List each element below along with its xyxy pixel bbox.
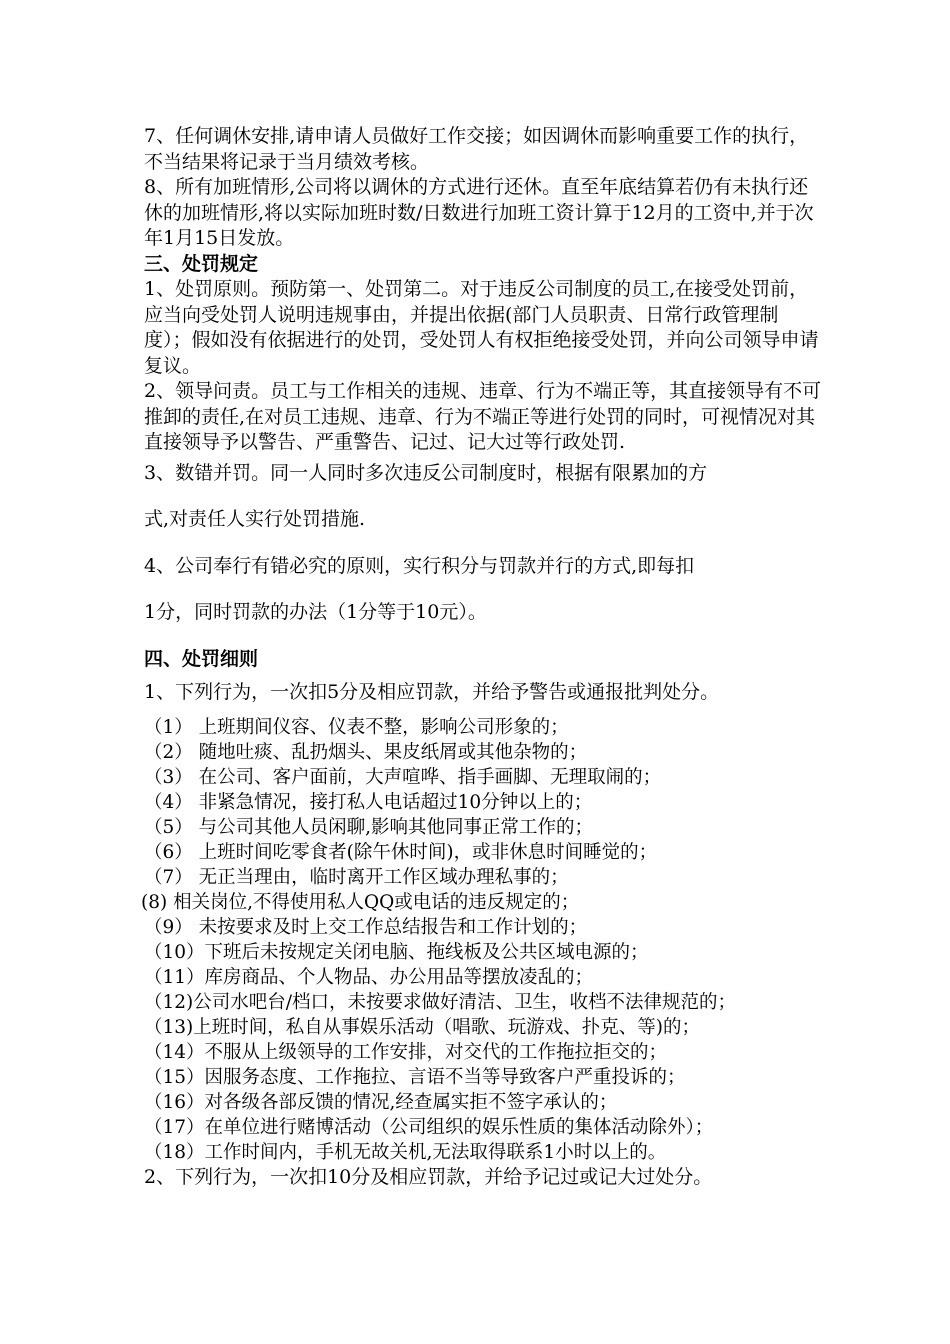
rule-1-punishment-principle: 1、处罚原则。预防第一、处罚第二。对于违反公司制度的员工,在接受处罚前，应当向受处罚人说明违规事由，并提出依据(部门人员职责、日常行政管理制度）；假如没有依据进行的处罚，受处罚人有权拒绝接受处罚，并向公司领导申请复议。 (144, 278, 819, 377)
list-item: （2） 随地吐痰、乱扔烟头、果皮纸屑或其他杂物的； (144, 741, 588, 763)
list-item: （4） 非紧急情况，接打私人电话超过10分钟以上的； (144, 791, 593, 813)
document-body (141, 124, 824, 1190)
list-item: （3） 在公司、客户面前，大声喧哗、指手画脚、无理取闹的； (144, 766, 662, 788)
list-item: （9） 未按要求及时上交工作总结报告和工作计划的； (144, 916, 588, 938)
list-item: （5） 与公司其他人员闲聊,影响其他同事正常工作的； (144, 816, 594, 838)
section-4-intro-1: 1、下列行为，一次扣5分及相应罚款，并给予警告或通报批判处分。 (144, 681, 720, 703)
rule-3-line-1: 3、数错并罚。同一人同时多次违反公司制度时，根据有限累加的方 (144, 461, 708, 484)
list-item: （7） 无正当理由，临时离开工作区域办理私事的； (144, 866, 569, 888)
list-item: （13)上班时间，私自从事娱乐活动（唱歌、玩游戏、扑克、等)的； (144, 1016, 700, 1038)
list-item: (8) 相关岗位,不得使用私人QQ或电话的违反规定的； (141, 891, 580, 913)
paragraph-7: 7、任何调休安排,请申请人员做好工作交接；如因调休而影响重要工作的执行，不当结果将记录于当月绩效考核。 (144, 125, 809, 173)
list-item: （14）不服从上级领导的工作安排，对交代的工作拖拉拒交的； (144, 1041, 668, 1063)
list-item: （6） 上班时间吃零食者(除午休时间)，或非休息时间睡觉的； (144, 841, 658, 863)
section-3-title: 三、处罚规定 (144, 252, 259, 275)
list-item: （15）因服务态度、工作拖拉、言语不当等导致客户严重投诉的； (144, 1066, 686, 1088)
list-item: （18）工作时间内，手机无故关机,无法取得联系1小时以上的。 (144, 1141, 667, 1163)
rule-3-line-2: 式,对责任人实行处罚措施. (144, 508, 366, 530)
list-item: （11）库房商品、个人物品、办公用品等摆放凌乱的； (144, 966, 594, 988)
rule-4-line-2: 1分，同时罚款的办法（1分等于10元）。 (144, 601, 487, 623)
list-item: （16）对各级各部反馈的情况,经查属实拒不签字承认的； (144, 1091, 618, 1113)
paragraph-8: 8、所有加班情形,公司将以调休的方式进行还休。直至年底结算若仍有未执行还休的加班情形,将以实际加班时数/日数进行加班工资计算于12月的工资中,并于次年1月15日发放。 (144, 176, 814, 249)
list-item: （1） 上班期间仪容、仪表不整，影响公司形象的； (144, 716, 569, 738)
section-4-title: 四、处罚细则 (144, 647, 259, 670)
violation-items-list (141, 715, 824, 1165)
section-4-intro-2: 2、下列行为，一次扣10分及相应罚款，并给予记过或记大过处分。 (144, 1165, 713, 1188)
rule-4-line-1: 4、公司奉行有错必究的原则，实行积分与罚款并行的方式,即每扣 (144, 554, 695, 577)
rule-2-leadership-accountability: 2、领导问责。员工与工作相关的违规、违章、行为不端正等，其直接领导有不可推卸的责任,在对员工违规、违章、行为不端正等进行处罚的同时，可视情况对其直接领导予以警告、严重警告、记过、记大过等行政处罚. (144, 380, 822, 453)
list-item: （10）下班后未按规定关闭电脑、拖线板及公共区域电源的； (144, 941, 649, 963)
list-item: （17）在单位进行赌博活动（公司组织的娱乐性质的集体活动除外）； (144, 1116, 714, 1138)
list-item: （12)公司水吧台/档口，未按要求做好清洁、卫生，收档不法律规范的； (144, 991, 736, 1013)
